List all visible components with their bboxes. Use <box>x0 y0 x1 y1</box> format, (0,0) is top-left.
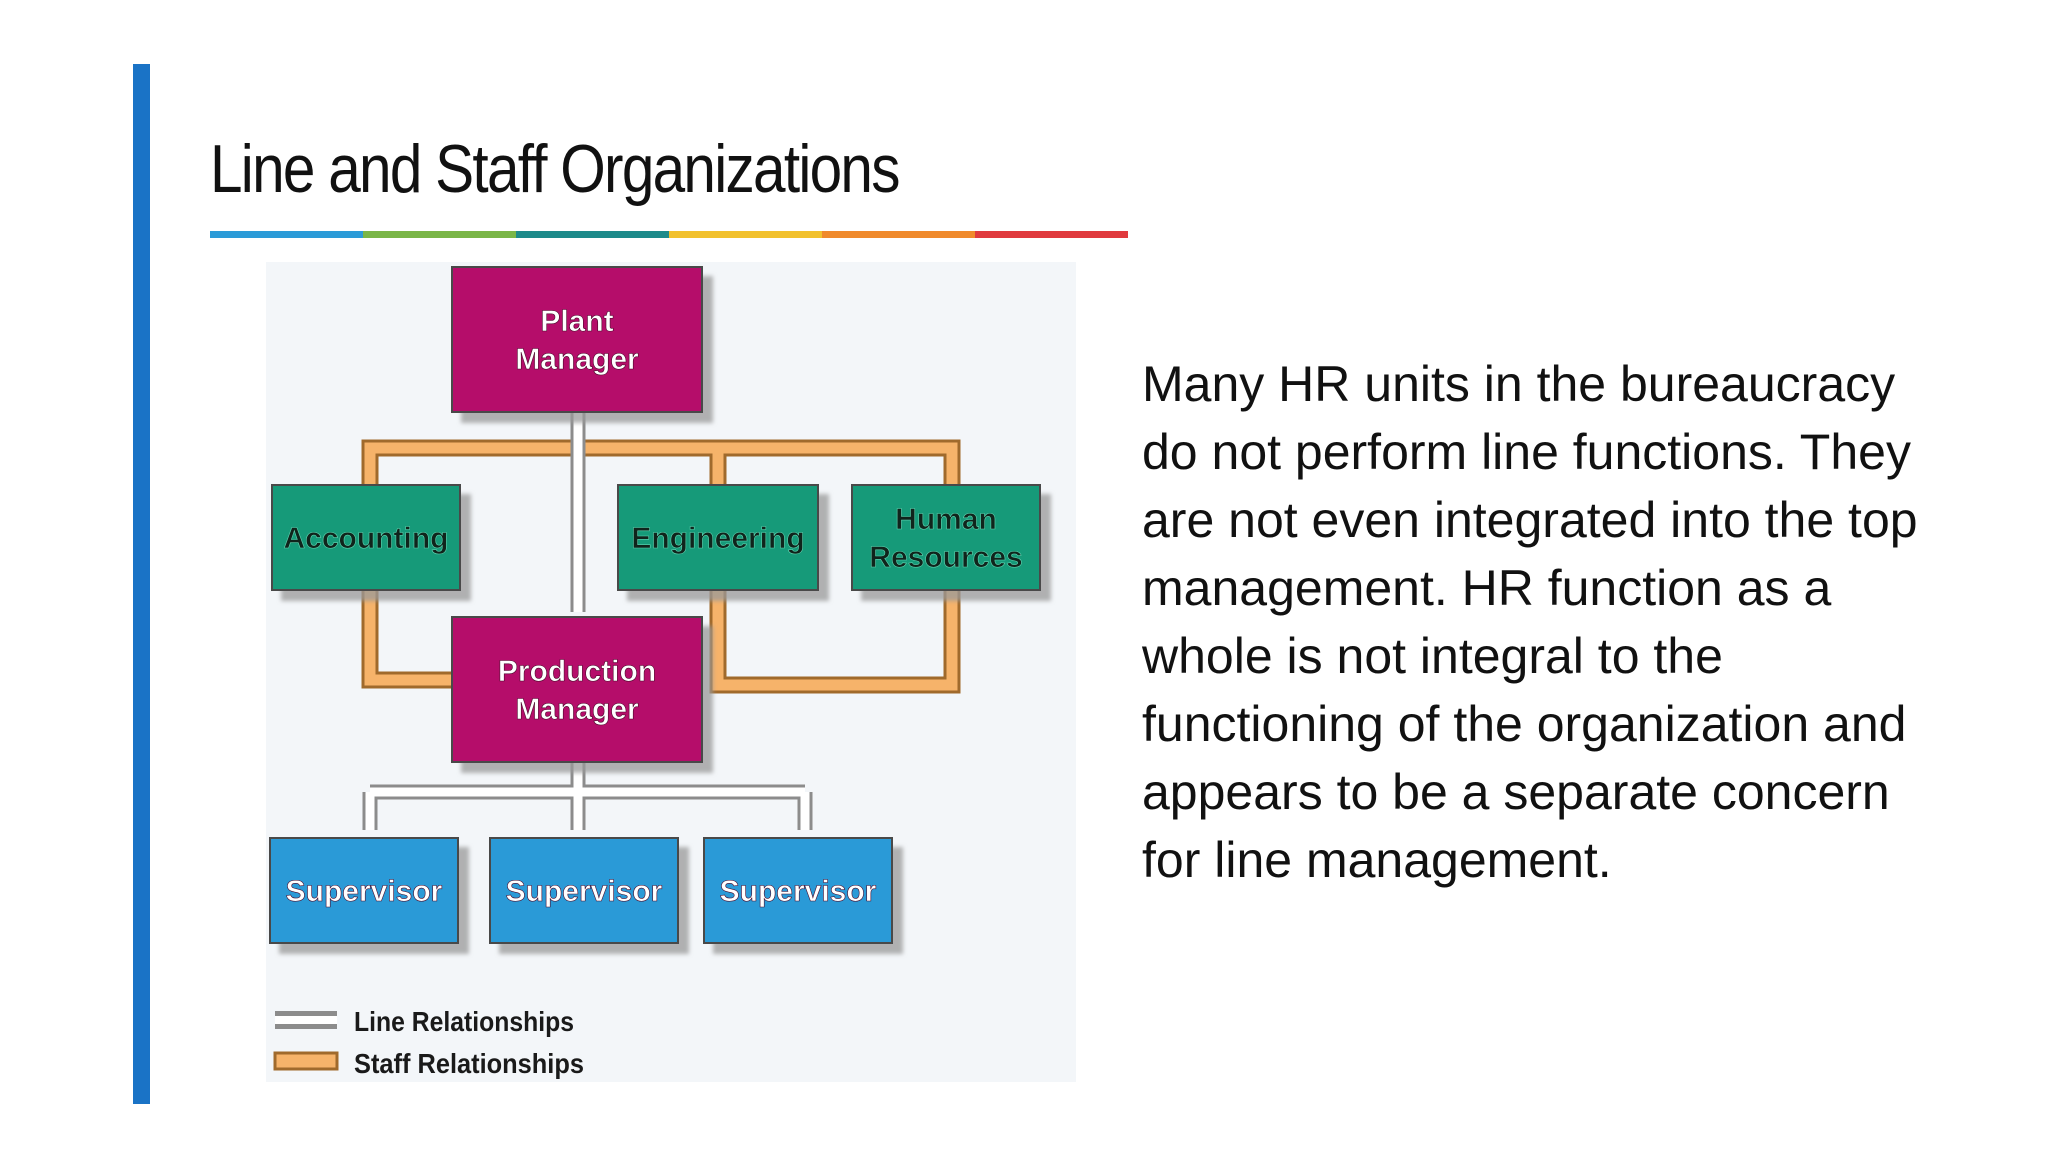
node-supervisor-3 <box>704 838 892 943</box>
node-human-resources <box>852 485 1040 590</box>
node-label: Supervisor <box>505 875 663 908</box>
node-label: Resources <box>869 541 1023 574</box>
org-nodes <box>270 267 1040 943</box>
node-label: Human <box>895 503 997 536</box>
node-label: Accounting <box>283 522 449 555</box>
node-label: Manager <box>515 343 639 376</box>
node-box <box>852 485 1040 590</box>
node-engineering <box>618 485 818 590</box>
legend-staff-swatch <box>275 1053 337 1069</box>
body-text: Many HR units in the bureaucracy do not perform line functions. They are not even integrated into the top management. HR function as a whole is not integral to the functioning of the organization and appears to be a separate concern for line management. <box>1142 356 1918 888</box>
slide-title: Line and Staff Organizations <box>210 131 899 207</box>
node-label: Production <box>497 655 657 688</box>
node-label: Engineering <box>631 522 805 555</box>
node-label: Manager <box>515 693 639 726</box>
node-plant-manager <box>452 267 702 412</box>
node-accounting <box>272 485 460 590</box>
legend-staff-label: Staff Relationships <box>354 1048 584 1079</box>
node-supervisor-1 <box>270 838 458 943</box>
node-box <box>452 617 702 762</box>
node-label: Supervisor <box>285 875 443 908</box>
node-production-manager <box>452 617 702 762</box>
node-label: Plant <box>540 305 614 338</box>
node-supervisor-2 <box>490 838 678 943</box>
legend <box>275 1006 584 1079</box>
node-label: Supervisor <box>719 875 877 908</box>
node-box <box>452 267 702 412</box>
legend-line-swatch <box>275 1011 337 1029</box>
legend-line-label: Line Relationships <box>354 1006 574 1037</box>
